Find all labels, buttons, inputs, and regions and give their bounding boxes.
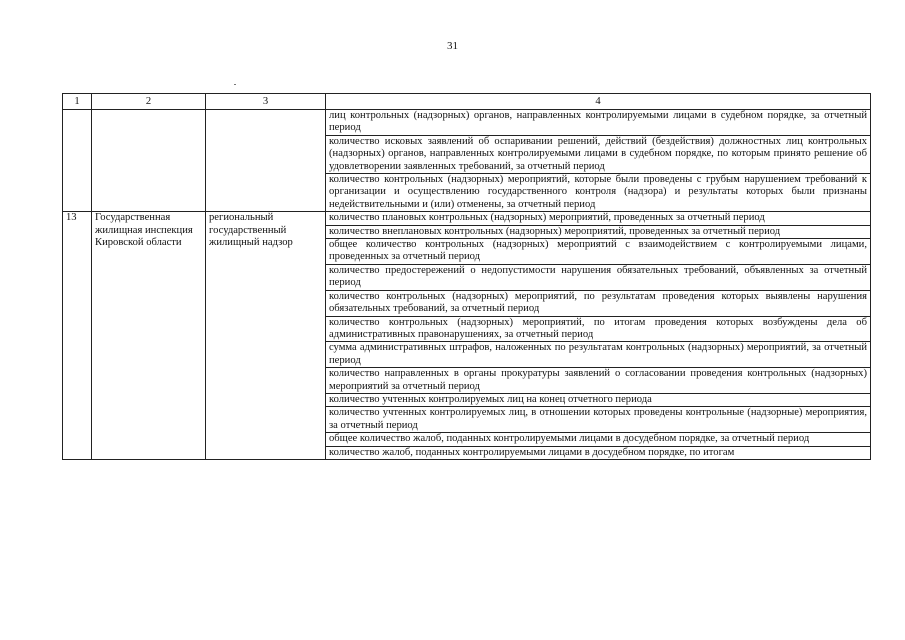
table-row <box>63 110 871 136</box>
scan-speck <box>234 84 236 85</box>
indicator-cell: количество учтенных контролируемых лиц, в отношении которых проведены контрольные (надзорные) мероприятия, за отчетный период <box>326 407 871 433</box>
column-header-3: 3 <box>206 94 326 110</box>
indicator-cell: количество плановых контрольных (надзорных) мероприятий, проведенных за отчетный период <box>326 212 871 225</box>
indicators-table <box>62 93 871 460</box>
indicator-cell: количество предостережений о недопустимости нарушения обязательных требований, объявленных за отчетный период <box>326 264 871 290</box>
page-number: 31 <box>447 40 458 52</box>
empty-cell <box>63 110 92 212</box>
indicator-cell: количество контрольных (надзорных) мероприятий, по результатам проведения которых выявлены нарушения обязательных требований, за отчетный период <box>326 290 871 316</box>
indicator-cell: количество учтенных контролируемых лиц на конец отчетного периода <box>326 393 871 406</box>
indicator-cell: общее количество контрольных (надзорных) мероприятий с взаимодействием с контролируемыми лицами, проведенных за отчетный период <box>326 239 871 265</box>
empty-cell <box>206 110 326 212</box>
indicator-cell: количество исковых заявлений об оспаривании решений, действий (бездействия) должностных лиц контрольных (надзорных) органов, направленных контролируемыми лицами в судебном порядке, по которым принято решение об удовлетворении заявленных требований, за отчетный период <box>326 135 871 173</box>
indicator-cell: количество направленных в органы прокуратуры заявлений о согласовании проведения контрольных (надзорных) мероприятий за отчетный период <box>326 368 871 394</box>
indicator-cell: количество контрольных (надзорных) мероприятий, которые были проведены с грубым нарушением требований к организации и осуществлению государственного контроля (надзора) и результаты которых были признаны недействительными и (или) отменены, за отчетный период <box>326 174 871 212</box>
indicator-cell: общее количество жалоб, поданных контролируемыми лицами в досудебном порядке, за отчетный период <box>326 433 871 446</box>
indicator-cell: количество контрольных (надзорных) мероприятий, по итогам проведения которых возбуждены дела об административных правонарушениях, за отчетный период <box>326 316 871 342</box>
indicator-cell: количество внеплановых контрольных (надзорных) мероприятий, проведенных за отчетный период <box>326 225 871 238</box>
control-type: региональный государственный жилищный надзор <box>206 212 326 460</box>
indicator-cell: сумма административных штрафов, наложенных по результатам контрольных (надзорных) мероприятий, за отчетный период <box>326 342 871 368</box>
table-header-row <box>63 94 871 110</box>
column-header-1: 1 <box>63 94 92 110</box>
entry-number: 13 <box>63 212 92 460</box>
column-header-4: 4 <box>326 94 871 110</box>
indicator-cell: лиц контрольных (надзорных) органов, направленных контролируемыми лицами в судебном порядке, за отчетный период <box>326 110 871 136</box>
indicator-cell: количество жалоб, поданных контролируемыми лицами в досудебном порядке, по итогам <box>326 446 871 459</box>
organization-name: Государственная жилищная инспекция Кировской области <box>92 212 206 460</box>
empty-cell <box>92 110 206 212</box>
table-row <box>63 212 871 225</box>
column-header-2: 2 <box>92 94 206 110</box>
